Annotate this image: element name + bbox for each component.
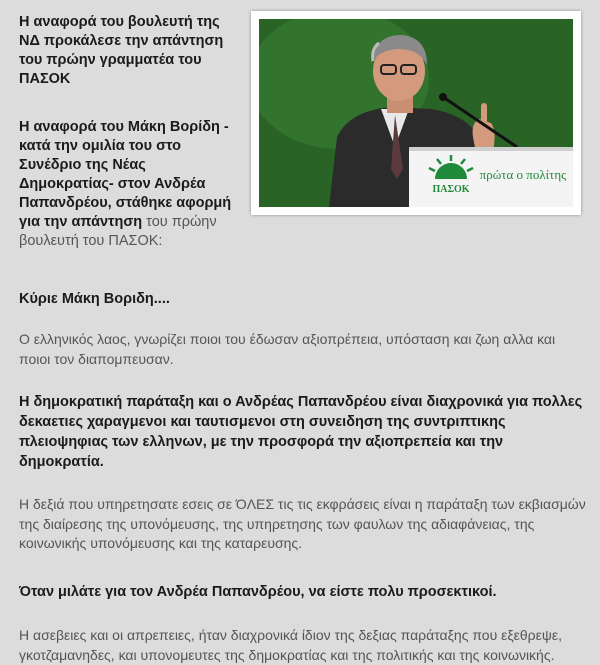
paragraph-2: Η δημοκρατική παράταξη και ο Ανδρέας Παπανδρέου είναι διαχρονικά για πολλες δεκαετιες χαραγμενοι και ταυτισμενοι στη συνειδηση της συντριπτικης πλειοψηφιας των ελληνων, με την προσφορά την αξιοπρεπεία και την δημοκρατία. (19, 394, 583, 470)
logo-text: ΠΑΣΟΚ (432, 184, 470, 195)
intro-rest: του πρώην βουλευτή του ΠΑΣΟΚ: (19, 214, 217, 249)
paragraph-3: Η δεξιά που υπηρετησατε εσεις σε ΌΛΕΣ τις τις εκφράσεις είναι η παράταξη των εκβιασμών της διαίρεσης της υπονόμευσης, της υπηρετησης των φαυλων της αδιαφάνειας, της κοινωνικής υπονόμευσης και της καταρευσης. (19, 496, 586, 551)
greeting-line: Κύριε Μάκη Βοριδη.... (19, 291, 170, 307)
speaker-photo (259, 19, 573, 207)
intro-bold: Η αναφορά του Μάκη Βορίδη - κατά την ομιλία του στο Συνέδριο της Νέας Δημοκρατίας- στον Ανδρέα Παπανδρέου, στάθηκε αφορμή για την απάντηση (19, 119, 232, 230)
article-photo (251, 11, 581, 215)
article-subtitle: Η αναφορά του βουλευτή της ΝΔ προκάλεσε την απάντηση του πρώην γραμματέα του ΠΑΣΟΚ (19, 14, 224, 87)
paragraph-4: Όταν μιλάτε για τον Ανδρέα Παπανδρέου, να είστε πολυ προσεκτικοί. (19, 584, 497, 600)
paragraph-1: Ο ελληνικός λαος, γνωρίζει ποιοι του έδωσαν αξιοπρέπεια, υπόσταση και ζωη αλλα και ποιοι τον διαπομπευσαν. (19, 331, 556, 367)
article-intro (19, 118, 241, 251)
slogan-text: πρώτα ο πολίτης (479, 167, 567, 182)
paragraph-5: Η ασεβειες και οι απρεπειες, ήταν διαχρονικά ίδιον της δεξιας παράταξης που εξεθρεψε, γκοτζαμανηδες, και υπονομευτες της δημοκρατίας και της πολιτικής και της κοινωνικής. (19, 627, 562, 663)
